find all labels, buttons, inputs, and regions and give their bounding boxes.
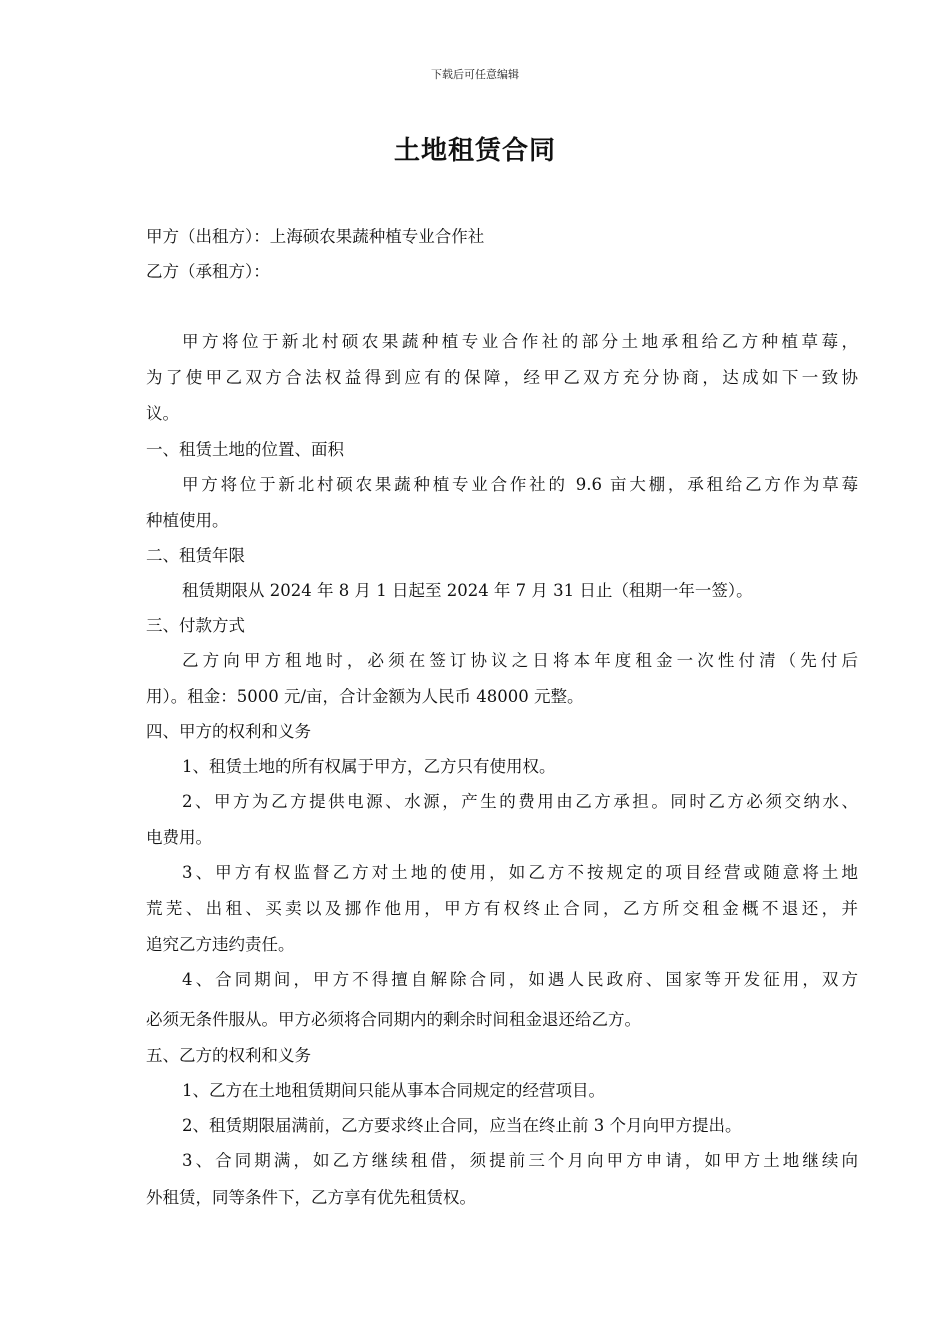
section-heading: 三、付款方式: [146, 616, 245, 635]
header-note: 下载后可任意编辑: [431, 68, 519, 81]
intro-line: 为了使甲乙双方合法权益得到应有的保障，经甲乙双方充分协商，达成如下一致协: [146, 368, 858, 387]
clause-text: 1、租赁土地的所有权属于甲方，乙方只有使用权。: [182, 757, 556, 776]
document-title: 土地租赁合同: [393, 136, 556, 166]
intro-line: 议。: [146, 404, 179, 423]
section-text: 种植使用。: [146, 511, 229, 530]
section-text: 甲方将位于新北村硕农果蔬种植专业合作社的 9.6 亩大棚，承租给乙方作为草莓: [182, 475, 858, 494]
clause-text: 追究乙方违约责任。: [146, 935, 295, 954]
section-heading: 五、乙方的权利和义务: [146, 1046, 311, 1065]
clause-text: 4、合同期间，甲方不得擅自解除合同，如遇人民政府、国家等开发征用，双方: [182, 970, 858, 989]
section-heading: 二、租赁年限: [146, 546, 245, 565]
section-text: 用）。租金：5000 元/亩，合计金额为人民币 48000 元整。: [146, 687, 584, 706]
section-heading: 四、甲方的权利和义务: [146, 722, 311, 741]
clause-text: 电费用。: [146, 828, 212, 847]
section-heading: 一、租赁土地的位置、面积: [146, 440, 344, 459]
clause-text: 外租赁，同等条件下，乙方享有优先租赁权。: [146, 1188, 476, 1207]
party-b-line: 乙方（承租方）：: [146, 262, 270, 281]
clause-text: 3、合同期满，如乙方继续租借，须提前三个月向甲方申请，如甲方土地继续向: [182, 1151, 858, 1170]
clause-text: 荒芜、出租、买卖以及挪作他用，甲方有权终止合同，乙方所交租金概不退还，并: [146, 899, 858, 918]
clause-text: 3、甲方有权监督乙方对土地的使用，如乙方不按规定的项目经营或随意将土地: [182, 863, 858, 882]
clause-text: 1、乙方在土地租赁期间只能从事本合同规定的经营项目。: [182, 1081, 605, 1100]
section-text: 租赁期限从 2024 年 8 月 1 日起至 2024 年 7 月 31 日止（租期一年一签）。: [182, 581, 753, 600]
intro-line: 甲方将位于新北村硕农果蔬种植专业合作社的部分土地承租给乙方种植草莓，: [182, 332, 858, 351]
clause-text: 2、甲方为乙方提供电源、水源，产生的费用由乙方承担。同时乙方必须交纳水、: [182, 792, 858, 811]
clause-text: 必须无条件服从。甲方必须将合同期内的剩余时间租金退还给乙方。: [146, 1010, 641, 1029]
section-text: 乙方向甲方租地时，必须在签订协议之日将本年度租金一次性付清（先付后: [182, 651, 858, 670]
clause-text: 2、租赁期限届满前，乙方要求终止合同，应当在终止前 3 个月向甲方提出。: [182, 1116, 742, 1135]
party-a-line: 甲方（出租方）：上海硕农果蔬种植专业合作社: [146, 227, 485, 246]
